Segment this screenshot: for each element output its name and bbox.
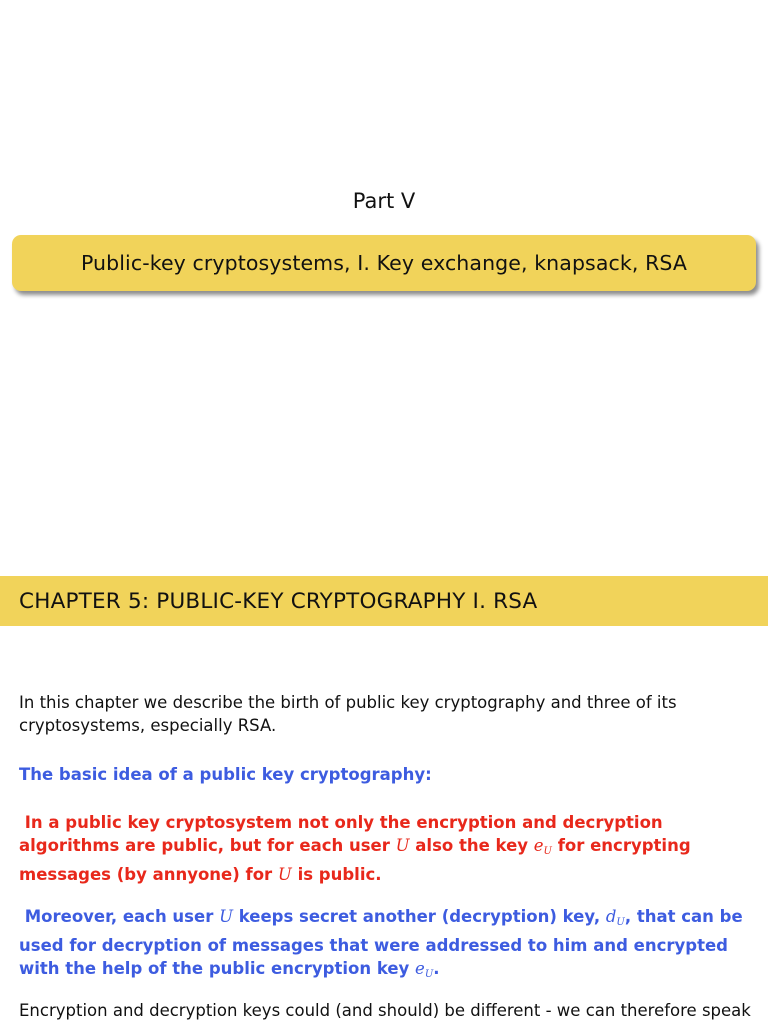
chapter-title: CHAPTER 5: PUBLIC-KEY CRYPTOGRAPHY I. RSA (19, 588, 538, 614)
math-user: U (395, 836, 410, 855)
secret-key-paragraph (19, 905, 755, 986)
text-run: for encrypting messages (by annyone) for (19, 836, 691, 884)
math-encryption-key (534, 836, 552, 855)
text-run: In a public key cryptosystem not only the encryption and decryption algorithms are public, but for each user (19, 813, 663, 855)
math-subscript: U (424, 969, 434, 980)
text-run: keeps secret another (decryption) key, (232, 907, 606, 926)
math-base: e (415, 959, 425, 978)
text-run: is public. (291, 865, 382, 884)
math-subscript: U (616, 917, 625, 928)
math-subscript: U (543, 846, 552, 857)
part-title: Public-key cryptosystems, I. Key exchange, knapsack, RSA (80, 251, 688, 275)
math-user: U (277, 865, 292, 884)
text-run: Moreover, each user (24, 907, 220, 926)
chapter-header-bar (0, 576, 768, 626)
basic-idea-heading: The basic idea of a public key cryptography: (19, 765, 432, 784)
text-run: , that can be used for decryption of messages that were addressed to him and encrypted with the help of the public encryption key (19, 907, 743, 978)
part-title-box (12, 235, 756, 291)
math-base: e (533, 836, 544, 855)
math-base: d (605, 907, 617, 926)
math-decryption-key (606, 907, 625, 926)
text-run: also the key (409, 836, 534, 855)
math-encryption-key (415, 959, 433, 978)
public-key-paragraph (19, 811, 755, 886)
math-user: U (219, 907, 233, 926)
part-label: Part V (352, 189, 416, 213)
closing-paragraph: Encryption and decryption keys could (and should) be different - we can therefore speak (19, 1001, 751, 1020)
intro-paragraph: In this chapter we describe the birth of public key cryptography and three of its cryptosystems, especially RSA. (19, 693, 677, 735)
text-run: . (433, 959, 440, 978)
